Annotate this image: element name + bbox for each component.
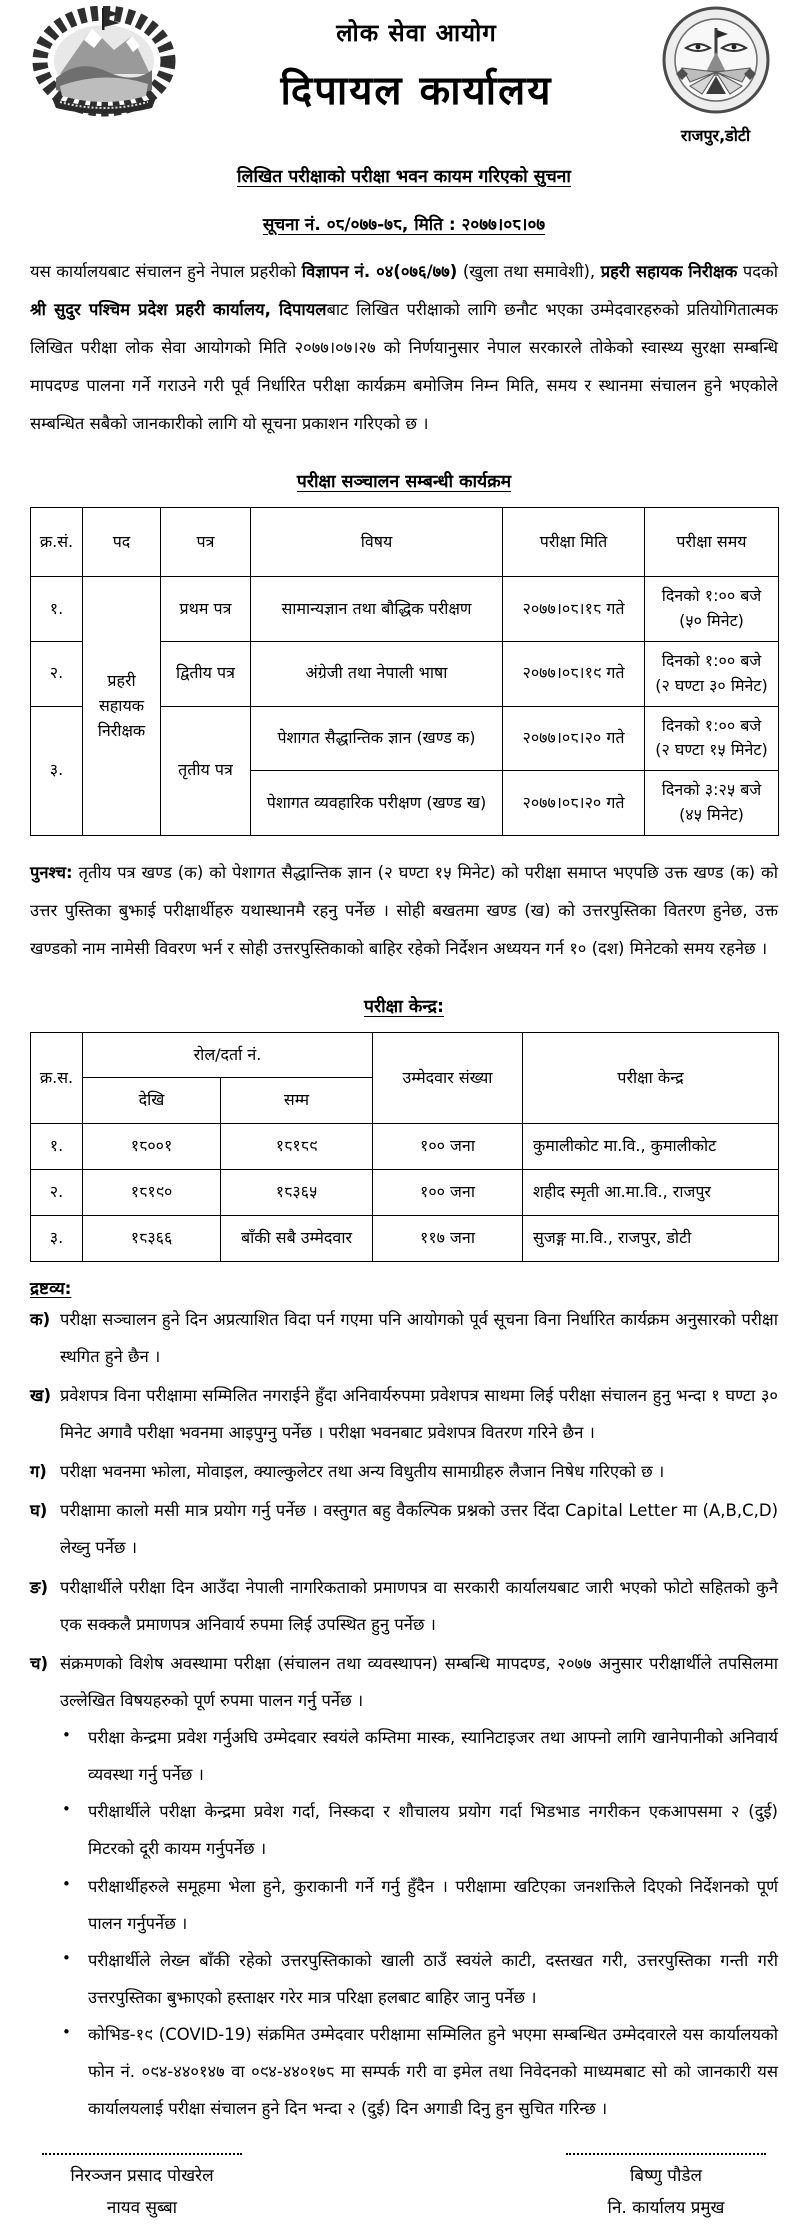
- schedule-table: [30, 507, 779, 836]
- seal-caption: राजपुर,डोटी: [680, 126, 751, 145]
- bullet-4: [30, 1942, 778, 2016]
- c3-from: १८३६६: [83, 1215, 221, 1261]
- post-name: प्रहरी सहायक निरीक्षक: [600, 262, 738, 281]
- intro-text-2: (खुला तथा समावेशी),: [457, 262, 601, 281]
- signature-block: [30, 2153, 778, 2224]
- c3-to: बाँकी सबै उम्मेदवार: [221, 1215, 373, 1261]
- row2-sn: २.: [31, 642, 83, 707]
- schedule-header-row: [31, 507, 779, 577]
- schedule-table-title: परीक्षा सञ्चालन सम्बन्धी कार्यक्रम: [296, 471, 512, 492]
- bullet-5-dot: •: [62, 2023, 71, 2042]
- bullet-3-dot: •: [62, 1874, 71, 1893]
- nepal-emblem-logo: [30, 6, 180, 122]
- centers-row-3: [31, 1215, 779, 1261]
- bullet-1-dot: •: [62, 1726, 71, 1745]
- row2-subject: अंग्रेजी तथा नेपाली भाषा: [251, 642, 503, 707]
- punashcha-paragraph: [30, 854, 778, 968]
- row3a-date: २०७७।०८।२० गते: [503, 706, 645, 771]
- signature-right-title: नि. कार्यालय प्रमुख: [607, 2197, 725, 2218]
- centers-col-center: परीक्षा केन्द्र: [523, 1032, 779, 1124]
- signature-right-line: [566, 2153, 766, 2155]
- psc-seal-block: [653, 6, 778, 146]
- row2-time: दिनको १:०० बजे (२ घण्टा ३० मिनेट): [645, 642, 779, 707]
- psc-seal-logo: [660, 6, 772, 118]
- note-nga: [30, 1569, 778, 1643]
- row1-date: २०७७।०८।१८ गते: [503, 577, 645, 642]
- signature-left: [42, 2153, 242, 2224]
- col-post: पद: [83, 507, 161, 577]
- intro-text-1: यस कार्यालयबाट संचालन हुने नेपाल प्रहरीको: [30, 262, 302, 281]
- centers-row-2: [31, 1170, 779, 1216]
- note-ga: [30, 1453, 778, 1490]
- signature-left-line: [42, 2153, 242, 2155]
- punashcha-text: तृतीय पत्र खण्ड (क) को पेशागत सैद्धान्तिक ज्ञान (२ घण्टा १५ मिनेट) को परीक्षा समाप्त भएपछि उक्त खण्ड (क) को उत्तर पुस्तिका बुझाई परीक्षार्थीहरु यथास्थानमै रहनु पर्नेछ । सोही बखतमा खण्ड (ख) को उत्तरपुस्तिका वितरण हुनेछ, उक्त खण्डको नाम नामेसी विवरण भर्न र सोही उत्तरपुस्तिकाको बाहिर रहेको निर्देशन अध्ययन गर्न १० (दश) मिनेटको समय रहनेछ ।: [30, 862, 778, 958]
- office-title: दिपायल कार्यालय: [280, 68, 553, 114]
- note-kha-label: ख): [30, 1385, 52, 1405]
- note-ka-text: परीक्षा सञ्चालन हुने दिन अप्रत्याशित विदा पर्न गएमा पनि आयोगको पूर्व सूचना विना निर्धारित कार्यक्रम अनुसारको परीक्षा स्थगित हुने छैन ।: [60, 1309, 778, 1366]
- row3-paper: तृतीय पत्र: [161, 706, 251, 835]
- note-nga-text: परीक्षार्थीले परीक्षा दिन आउँदा नेपाली नागरिकताको प्रमाणपत्र वा सरकारी कार्यालयबाट जारी भएको फोटो सहितको कुनै एक सक्कलै प्रमाणपत्र अनिवार्य रुपमा लिई उपस्थित हुनु पर्नेछ ।: [60, 1577, 778, 1634]
- row1-subject: सामान्यज्ञान तथा बौद्धिक परीक्षण: [251, 577, 503, 642]
- col-subject: विषय: [251, 507, 503, 577]
- row3a-subject: पेशागत सैद्धान्तिक ज्ञान (खण्ड क): [251, 706, 503, 771]
- c1-count: १०० जना: [373, 1124, 523, 1170]
- centers-table-title: परीक्षा केन्द्र:: [364, 996, 444, 1017]
- header-titles: [180, 6, 653, 116]
- col-paper: पत्र: [161, 507, 251, 577]
- c1-from: १८००१: [83, 1124, 221, 1170]
- c1-center: कुमालीकोट मा.वि., कुमालीकोट: [523, 1124, 779, 1170]
- centers-col-roll: रोल/दर्ता नं.: [83, 1032, 373, 1078]
- note-gha: [30, 1492, 778, 1566]
- centers-col-count: उम्मेदवार संख्या: [373, 1032, 523, 1124]
- note-ga-text: परीक्षा भवनमा झोला, मोवाइल, क्याल्कुलेटर तथा अन्य विधुतीय सामाग्रीहरु लैजान निषेध गरिएको छ ।: [60, 1462, 665, 1482]
- note-gha-label: घ): [30, 1501, 48, 1521]
- centers-col-sn: क्र.स.: [31, 1032, 83, 1124]
- note-ka: [30, 1301, 778, 1375]
- note-kha-text: प्रवेशपत्र विना परीक्षामा सम्मिलित नगराईने हुँदा अनिवार्यरुपमा प्रवेशपत्र साथमा लिई परीक्षा संचालन हुनु भन्दा १ घण्टा ३० मिनेट अगावै परीक्षा भवनमा आइपुग्नु पर्नेछ । परीक्षा भवनबाट प्रवेशपत्र वितरण गरिने छैन ।: [60, 1385, 778, 1443]
- intro-paragraph: [30, 253, 778, 443]
- signature-left-title: नायव सुब्बा: [106, 2197, 178, 2218]
- c1-sn: १.: [31, 1124, 83, 1170]
- centers-header-row-1: [31, 1032, 779, 1078]
- notice-number: सूचना नं. ०८/०७७-७८, मिति : २०७७।०८।०७: [262, 215, 546, 235]
- bullet-4-text: परीक्षार्थीले लेख्न बाँकी रहेको उत्तरपुस्तिकाको खाली ठाउँ स्वयंले काटी, दस्तखत गरी, उत्तरपुस्तिका गन्ती गरी उत्तरपुस्तिका बुझाएको हस्ताक्षर गरेर मात्र परिक्षा हलबाट बाहिर जानु पर्नेछ ।: [88, 1950, 778, 2007]
- org-title: लोक सेवा आयोग: [336, 19, 497, 47]
- c1-to: १८१८९: [221, 1124, 373, 1170]
- col-sn: क्र.सं.: [31, 507, 83, 577]
- note-cha-label: च): [30, 1653, 49, 1673]
- schedule-row-1: [31, 577, 779, 642]
- col-date: परीक्षा मिति: [503, 507, 645, 577]
- note-ga-label: ग): [30, 1462, 47, 1482]
- office-name: श्री सुदुर पश्चिम प्रदेश प्रहरी कार्यालय, दिपायल: [30, 299, 327, 319]
- c3-sn: ३.: [31, 1215, 83, 1261]
- col-time: परीक्षा समय: [645, 507, 779, 577]
- centers-table: [30, 1032, 779, 1262]
- row1-paper: प्रथम पत्र: [161, 577, 251, 642]
- c2-count: १०० जना: [373, 1170, 523, 1216]
- c2-sn: २.: [31, 1170, 83, 1216]
- centers-col-to: सम्म: [221, 1078, 373, 1124]
- row2-paper: द्वितीय पत्र: [161, 642, 251, 707]
- bullet-1-text: परीक्षा केन्द्रमा प्रवेश गर्नुअघि उम्मेदवार स्वयंले कम्तिमा मास्क, स्यानिटाइजर तथा आफ्नो लागि खानेपानीको अनिवार्य व्यवस्था गर्नु पर्नेछ ।: [88, 1728, 778, 1785]
- note-cha: [30, 1645, 778, 1719]
- row3b-time: दिनको ३:२५ बजे (४५ मिनेट): [645, 771, 779, 836]
- row3-sn: ३.: [31, 706, 83, 835]
- advert-number: विज्ञापन नं. ०४(०७६/७७): [301, 262, 458, 281]
- bullet-5-text: कोभिड-१९ (COVID-19) संक्रमित उम्मेदवार परीक्षामा सम्मिलित हुने भएमा सम्बन्धित उम्मेदवारले यस कार्यालयको फोन नं. ०९४-४४०१४७ वा ०९४-४४०१७८ मा सम्पर्क गरी वा इमेल तथा निवेदनको माध्यमबाट सो को जानकारी यस कार्यालयलाई परीक्षा संचालन हुने दिन भन्दा २ (दुई) दिन अगाडी दिनु हुन सुचित गरिन्छ ।: [88, 2025, 778, 2119]
- note-kha: [30, 1377, 778, 1451]
- row1-sn: १.: [31, 577, 83, 642]
- row2-date: २०७७।०८।१९ गते: [503, 642, 645, 707]
- bullet-3-text: परीक्षार्थीहरुले समूहमा भेला हुने, कुराकानी गर्ने गर्नु हुँदैन । परीक्षामा खटिएका जनशक्तिले दिएको निर्देशनको पूर्ण पालन गर्नुपर्नेछ ।: [88, 1876, 778, 1933]
- row3a-time: दिनको १:०० बजे (२ घण्टा १५ मिनेट): [645, 706, 779, 771]
- row3b-subject: पेशागत व्यवहारिक परीक्षण (खण्ड ख): [251, 771, 503, 836]
- intro-text-3: पदको: [737, 262, 778, 281]
- c3-center: सुजङ्ग मा.वि., राजपुर, डोटी: [523, 1215, 779, 1261]
- document-header: [30, 6, 778, 146]
- centers-row-1: [31, 1124, 779, 1170]
- row1-time: दिनको १:०० बजे (५० मिनेट): [645, 577, 779, 642]
- c3-count: ११७ जना: [373, 1215, 523, 1261]
- bullet-1: [30, 1719, 778, 1793]
- punashcha-label: पुनश्च:: [30, 862, 73, 882]
- note-nga-label: ङ): [30, 1577, 49, 1597]
- note-cha-text: संक्रमणको विशेष अवस्थामा परीक्षा (संचालन तथा व्यवस्थापन) सम्बन्धि मापदण्ड, २०७७ अनुसार परीक्षार्थीले तपसिलमा उल्लेखित विषयहरुको पूर्ण रुपमा पालन गर्नु पर्नेछ ।: [60, 1653, 778, 1710]
- intro-text-4: बाट लिखित परीक्षाको लागि छनौट भएका उम्मेदवारहरुको प्रतियोगितात्मक लिखित परीक्षा लोक सेवा आयोगको मिति २०७७।०७।२७ को निर्णयानुसार नेपाल सरकारले तोकेको स्वास्थ्य सुरक्षा सम्बन्धि मापदण्ड पालना गर्ने गराउने गरी पूर्व निर्धारित परीक्षा कार्यक्रम बमोजिम निम्न मिति, समय र स्थानमा संचालन हुने भएकोले सम्बन्धित सबैको जानकारीको लागि यो सूचना प्रकाशन गरिएको छ ।: [30, 299, 778, 433]
- signature-left-name: निरञ्जन प्रसाद पोखरेल: [70, 2166, 214, 2187]
- signature-right-name: बिष्णु पौडेल: [630, 2166, 702, 2187]
- c2-from: १८१९०: [83, 1170, 221, 1216]
- bullet-4-dot: •: [62, 1948, 71, 1967]
- bullet-2-text: परीक्षार्थीले परीक्षा केन्द्रमा प्रवेश गर्दा, निस्कदा र शौचालय प्रयोग गर्दा भिडभाड नगरीकन एकआपसमा २ (दुई) मिटरको दूरी कायम गर्नुपर्नेछ ।: [88, 1802, 778, 1859]
- bullet-5: [30, 2016, 778, 2127]
- bullet-3: [30, 1868, 778, 1942]
- row3b-date: २०७७।०८।२० गते: [503, 771, 645, 836]
- signature-right: [566, 2153, 766, 2224]
- c2-center: शहीद स्मृती आ.मा.वि., राजपुर: [523, 1170, 779, 1216]
- bullet-2: [30, 1793, 778, 1867]
- bullet-2-dot: •: [62, 1800, 71, 1819]
- note-ka-label: क): [30, 1309, 51, 1329]
- centers-col-from: देखि: [83, 1078, 221, 1124]
- notice-title: लिखित परीक्षाको परीक्षा भवन कायम गरिएको सुचना: [237, 167, 571, 187]
- c2-to: १८३६५: [221, 1170, 373, 1216]
- notes-heading: द्रष्टव्य:: [30, 1278, 72, 1299]
- post-cell: प्रहरी सहायक निरीक्षक: [83, 577, 161, 835]
- note-gha-text: परीक्षामा कालो मसी मात्र प्रयोग गर्नु पर्नेछ । वस्तुगत बहु वैकल्पिक प्रश्नको उत्तर दिंदा Capital Letter मा (A,B,C,D) लेख्नु पर्नेछ ।: [60, 1501, 778, 1558]
